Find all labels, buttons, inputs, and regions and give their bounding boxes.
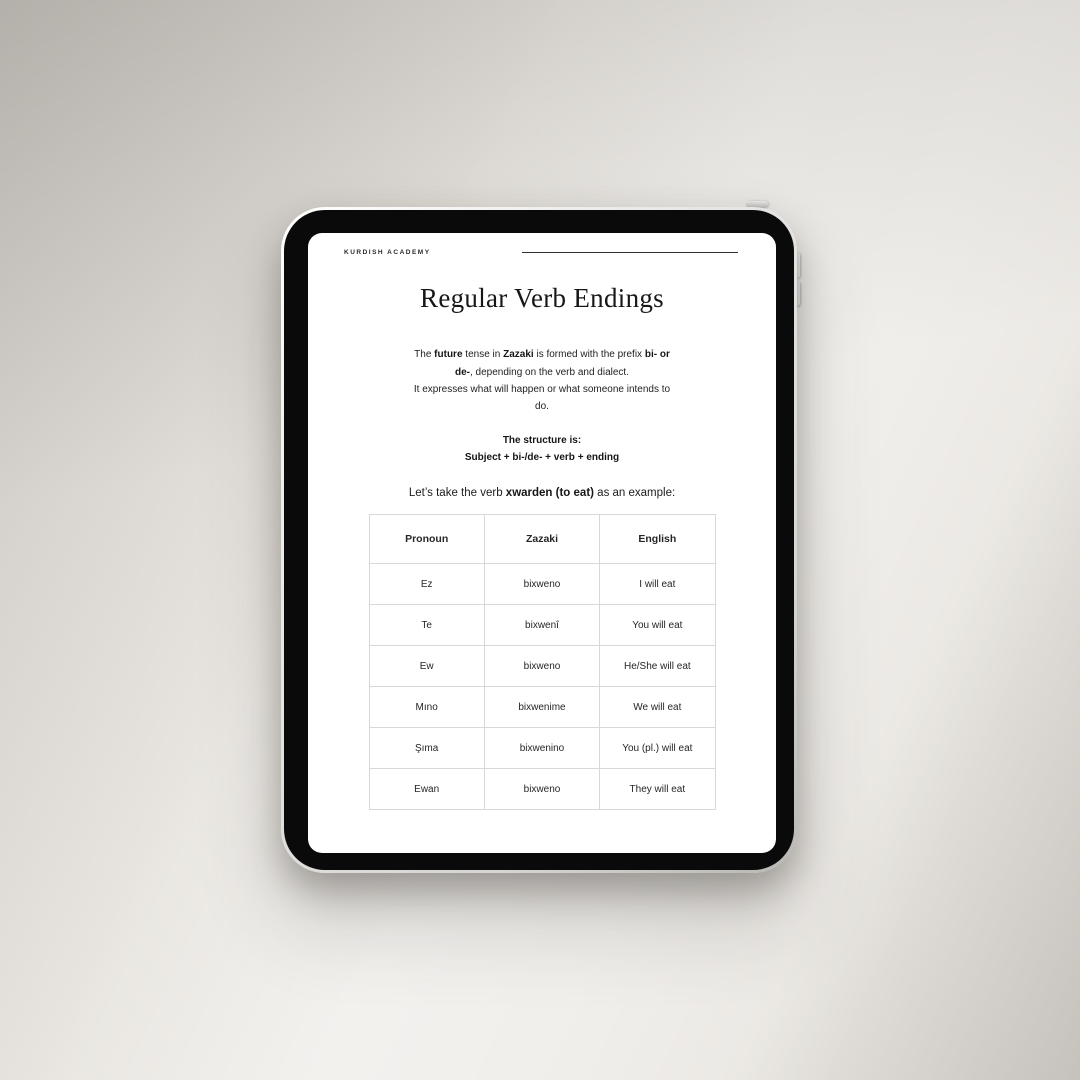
cell-zazaki: bixweno — [484, 564, 599, 605]
brand-label: KURDISH ACADEMY — [344, 248, 431, 256]
cell-zazaki: bixwenî — [484, 605, 599, 646]
intro-text: The — [414, 349, 435, 361]
cell-zazaki: bixweno — [484, 646, 599, 687]
intro-text: do. — [535, 401, 549, 412]
header-rule — [522, 252, 738, 253]
example-text: Let’s take the verb — [408, 487, 506, 500]
table-row — [369, 769, 715, 810]
intro-text: It expresses what will happen or what someone intends to — [413, 383, 671, 395]
col-header-zazaki: Zazaki — [484, 515, 599, 564]
col-header-english: English — [600, 515, 715, 564]
tablet-screen — [308, 233, 776, 853]
table-row — [369, 605, 715, 646]
cell-english: You will eat — [600, 605, 715, 646]
table-header-row — [369, 515, 715, 564]
cell-english: They will eat — [600, 769, 715, 810]
table-row — [369, 728, 715, 769]
cell-pronoun: Şıma — [369, 728, 484, 769]
cell-english: We will eat — [600, 687, 715, 728]
cell-pronoun: Mıno — [369, 687, 484, 728]
structure-heading: The structure is: — [502, 435, 582, 447]
intro-bold-future: future — [434, 349, 463, 361]
example-verb: xwarden (to eat) — [505, 487, 594, 500]
intro-bold-zazaki: Zazaki — [503, 349, 534, 361]
cell-pronoun: Ewan — [369, 769, 484, 810]
table-row — [369, 646, 715, 687]
cell-english: He/She will eat — [600, 646, 715, 687]
example-sentence — [308, 487, 776, 499]
cell-zazaki: bixweno — [484, 769, 599, 810]
intro-bold-prefix-bi: bi- or — [644, 349, 670, 361]
cell-pronoun: Te — [369, 605, 484, 646]
page-title: Regular Verb Endings — [420, 283, 664, 313]
intro-text: tense in — [462, 349, 504, 361]
intro-paragraph — [362, 346, 722, 415]
table-row — [369, 687, 715, 728]
verb-table — [369, 514, 716, 810]
cell-zazaki: bixwenino — [484, 728, 599, 769]
cell-english: You (pl.) will eat — [600, 728, 715, 769]
structure-formula: Subject + bi-/de- + verb + ending — [464, 452, 620, 464]
tablet-device — [281, 207, 797, 873]
example-text: as an example: — [593, 487, 676, 500]
intro-bold-prefix-de: de- — [454, 366, 470, 378]
cell-english: I will eat — [600, 564, 715, 605]
col-header-pronoun: Pronoun — [369, 515, 484, 564]
worksheet-header — [344, 247, 738, 257]
tablet-bezel — [284, 210, 794, 870]
cell-pronoun: Ew — [369, 646, 484, 687]
structure-block — [308, 432, 776, 466]
cell-zazaki: bixwenime — [484, 687, 599, 728]
intro-text: , depending on the verb and dialect. — [469, 366, 629, 378]
cell-pronoun: Ez — [369, 564, 484, 605]
intro-text: is formed with the prefix — [533, 349, 645, 361]
table-row — [369, 564, 715, 605]
